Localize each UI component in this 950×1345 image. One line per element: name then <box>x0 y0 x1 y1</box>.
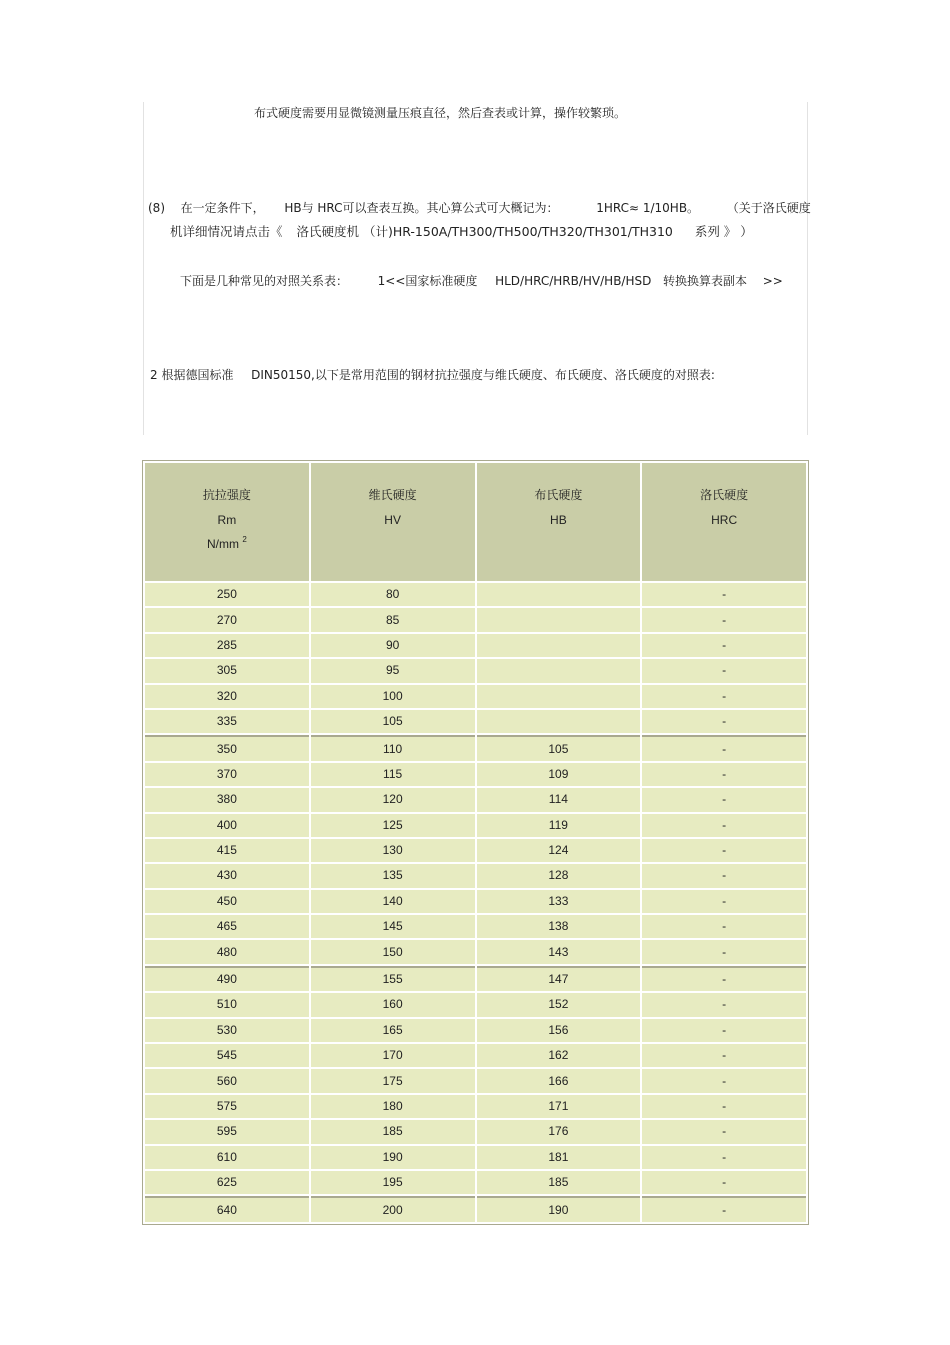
cell-tensile-strength: 370 <box>145 763 309 786</box>
table-row <box>145 1069 806 1092</box>
cell-tensile-strength: 465 <box>145 915 309 938</box>
cell-vickers: 115 <box>311 763 475 786</box>
table-row <box>145 788 806 811</box>
cell-brinell: 171 <box>477 1095 641 1118</box>
cell-vickers: 110 <box>311 735 475 760</box>
cell-vickers: 165 <box>311 1019 475 1042</box>
header-tensile-strength <box>145 463 309 581</box>
cell-rockwell: - <box>642 1171 806 1194</box>
header-brinell <box>477 463 641 581</box>
cell-vickers: 145 <box>311 915 475 938</box>
cell-brinell <box>477 583 641 606</box>
cell-vickers: 90 <box>311 634 475 657</box>
cell-tensile-strength: 335 <box>145 710 309 733</box>
cell-vickers: 195 <box>311 1171 475 1194</box>
cell-rockwell: - <box>642 1069 806 1092</box>
conversion-text: HB与 HRC可以查表互换。其心算公式可大概记为： <box>284 201 559 215</box>
cell-vickers: 200 <box>311 1196 475 1221</box>
cell-brinell: 105 <box>477 735 641 760</box>
table-header-row <box>145 463 806 581</box>
cell-vickers: 190 <box>311 1146 475 1169</box>
cell-vickers: 185 <box>311 1120 475 1143</box>
paragraph-tables-intro <box>180 273 783 289</box>
cell-tensile-strength: 350 <box>145 735 309 760</box>
cell-rockwell: - <box>642 1146 806 1169</box>
brinell-note-text: 布式硬度需要用显微镜测量压痕直径，然后查表或计算，操作较繁琐。 <box>254 106 627 120</box>
cell-brinell: 176 <box>477 1120 641 1143</box>
paragraph-rockwell-link <box>170 224 753 240</box>
header-rockwell <box>642 463 806 581</box>
cell-tensile-strength: 595 <box>145 1120 309 1143</box>
cell-rockwell: - <box>642 839 806 862</box>
national-standard-link[interactable]: 1<<国家标准硬度 <box>377 274 478 288</box>
table-row <box>145 966 806 991</box>
cell-rockwell: - <box>642 608 806 631</box>
cell-vickers: 100 <box>311 685 475 708</box>
table-row <box>145 890 806 913</box>
table-row <box>145 1044 806 1067</box>
cell-rockwell: - <box>642 890 806 913</box>
header-label: 洛氏硬度 <box>700 488 749 502</box>
cell-brinell: 143 <box>477 940 641 963</box>
table-row <box>145 634 806 657</box>
cell-brinell: 109 <box>477 763 641 786</box>
cell-tensile-strength: 490 <box>145 966 309 991</box>
cell-vickers: 135 <box>311 864 475 887</box>
din-intro-text: DIN50150,以下是常用范围的钢材抗拉强度与维氏硬度、布氏硬度、洛氏硬度的对照表: <box>251 368 715 382</box>
cell-brinell <box>477 608 641 631</box>
cell-tensile-strength: 480 <box>145 940 309 963</box>
table-row <box>145 735 806 760</box>
header-symbol: HB <box>550 513 567 527</box>
tables-intro-text: 下面是几种常见的对照关系表： <box>180 274 349 288</box>
hardness-conversion-table <box>142 460 809 1225</box>
intro-text-block <box>143 102 811 435</box>
cell-brinell: 156 <box>477 1019 641 1042</box>
header-symbol: Rm <box>217 513 237 527</box>
link-end-marker: >> <box>762 274 783 288</box>
din-intro-prefix: 2 根据德国标准 <box>150 368 234 382</box>
cell-rockwell: - <box>642 993 806 1016</box>
table-body <box>145 583 806 1222</box>
cell-tensile-strength: 545 <box>145 1044 309 1067</box>
table-row <box>145 839 806 862</box>
series-text: 系列 》 ） <box>694 224 753 239</box>
cell-tensile-strength: 415 <box>145 839 309 862</box>
condition-text: 在一定条件下， <box>180 201 265 215</box>
table-row <box>145 1095 806 1118</box>
cell-tensile-strength: 380 <box>145 788 309 811</box>
cell-rockwell: - <box>642 710 806 733</box>
cell-vickers: 175 <box>311 1069 475 1092</box>
cell-brinell: 114 <box>477 788 641 811</box>
cell-vickers: 120 <box>311 788 475 811</box>
table-row <box>145 763 806 786</box>
cell-brinell: 185 <box>477 1171 641 1194</box>
cell-vickers: 155 <box>311 966 475 991</box>
cell-brinell: 147 <box>477 966 641 991</box>
cell-rockwell: - <box>642 788 806 811</box>
cell-vickers: 105 <box>311 710 475 733</box>
header-symbol: HRC <box>711 513 738 527</box>
cell-brinell: 119 <box>477 814 641 837</box>
table-row <box>145 1196 806 1221</box>
formula-text: 1HRC≈ 1/10HB。 <box>596 201 700 215</box>
paragraph-din-intro <box>150 367 715 383</box>
header-unit: N/mm $^2$ <box>206 535 247 551</box>
cell-brinell: 138 <box>477 915 641 938</box>
paragraph-hb-hrc <box>148 200 811 216</box>
cell-rockwell: - <box>642 659 806 682</box>
table-row <box>145 1146 806 1169</box>
table-row <box>145 659 806 682</box>
rockwell-note-start: （关于洛氏硬度 <box>726 201 811 215</box>
header-label: 维氏硬度 <box>368 488 417 502</box>
table-row <box>145 710 806 733</box>
cell-brinell: 133 <box>477 890 641 913</box>
cell-vickers: 170 <box>311 1044 475 1067</box>
cell-tensile-strength: 450 <box>145 890 309 913</box>
cell-tensile-strength: 575 <box>145 1095 309 1118</box>
cell-tensile-strength: 285 <box>145 634 309 657</box>
cell-brinell: 152 <box>477 993 641 1016</box>
cell-rockwell: - <box>642 864 806 887</box>
cell-brinell: 190 <box>477 1196 641 1221</box>
cell-vickers: 95 <box>311 659 475 682</box>
cell-brinell: 181 <box>477 1146 641 1169</box>
cell-brinell <box>477 634 641 657</box>
cell-rockwell: - <box>642 1120 806 1143</box>
table-row <box>145 1019 806 1042</box>
cell-brinell: 128 <box>477 864 641 887</box>
table-row <box>145 864 806 887</box>
table-row <box>145 1120 806 1143</box>
conversion-table-text[interactable]: 转换换算表副本 <box>663 274 748 288</box>
table-row <box>145 685 806 708</box>
table-row <box>145 993 806 1016</box>
cell-rockwell: - <box>642 940 806 963</box>
cell-rockwell: - <box>642 1019 806 1042</box>
cell-tensile-strength: 250 <box>145 583 309 606</box>
cell-rockwell: - <box>642 814 806 837</box>
cell-vickers: 180 <box>311 1095 475 1118</box>
cell-rockwell: - <box>642 1196 806 1221</box>
cell-tensile-strength: 625 <box>145 1171 309 1194</box>
cell-brinell <box>477 685 641 708</box>
cell-rockwell: - <box>642 763 806 786</box>
cell-rockwell: - <box>642 685 806 708</box>
table-row <box>145 940 806 963</box>
cell-tensile-strength: 400 <box>145 814 309 837</box>
item-number: (8) <box>148 201 165 215</box>
hardness-scales-text[interactable]: HLD/HRC/HRB/HV/HB/HSD <box>495 274 652 288</box>
cell-tensile-strength: 610 <box>145 1146 309 1169</box>
cell-rockwell: - <box>642 1095 806 1118</box>
click-prompt: 机详细情况请点击《 <box>170 224 283 239</box>
header-vickers <box>311 463 475 581</box>
cell-brinell: 166 <box>477 1069 641 1092</box>
paragraph-brinell-note <box>254 105 626 121</box>
cell-rockwell: - <box>642 1044 806 1067</box>
cell-tensile-strength: 430 <box>145 864 309 887</box>
cell-rockwell: - <box>642 966 806 991</box>
cell-tensile-strength: 510 <box>145 993 309 1016</box>
cell-brinell <box>477 710 641 733</box>
cell-vickers: 125 <box>311 814 475 837</box>
cell-vickers: 160 <box>311 993 475 1016</box>
cell-brinell: 124 <box>477 839 641 862</box>
cell-tensile-strength: 640 <box>145 1196 309 1221</box>
table-row <box>145 814 806 837</box>
header-label: 抗拉强度 <box>202 488 251 502</box>
cell-vickers: 140 <box>311 890 475 913</box>
cell-rockwell: - <box>642 735 806 760</box>
cell-vickers: 150 <box>311 940 475 963</box>
rockwell-tester-link[interactable]: 洛氏硬度机 （计)HR-150A/TH300/TH500/TH320/TH301/TH310 <box>296 224 673 239</box>
header-symbol: HV <box>384 513 401 527</box>
cell-rockwell: - <box>642 915 806 938</box>
table-row <box>145 583 806 606</box>
cell-vickers: 85 <box>311 608 475 631</box>
cell-tensile-strength: 320 <box>145 685 309 708</box>
cell-tensile-strength: 530 <box>145 1019 309 1042</box>
cell-tensile-strength: 270 <box>145 608 309 631</box>
cell-vickers: 130 <box>311 839 475 862</box>
cell-vickers: 80 <box>311 583 475 606</box>
cell-rockwell: - <box>642 583 806 606</box>
cell-tensile-strength: 305 <box>145 659 309 682</box>
cell-brinell <box>477 659 641 682</box>
table-row <box>145 1171 806 1194</box>
cell-brinell: 162 <box>477 1044 641 1067</box>
cell-rockwell: - <box>642 634 806 657</box>
header-label: 布氏硬度 <box>534 488 583 502</box>
cell-tensile-strength: 560 <box>145 1069 309 1092</box>
table-row <box>145 608 806 631</box>
table-row <box>145 915 806 938</box>
